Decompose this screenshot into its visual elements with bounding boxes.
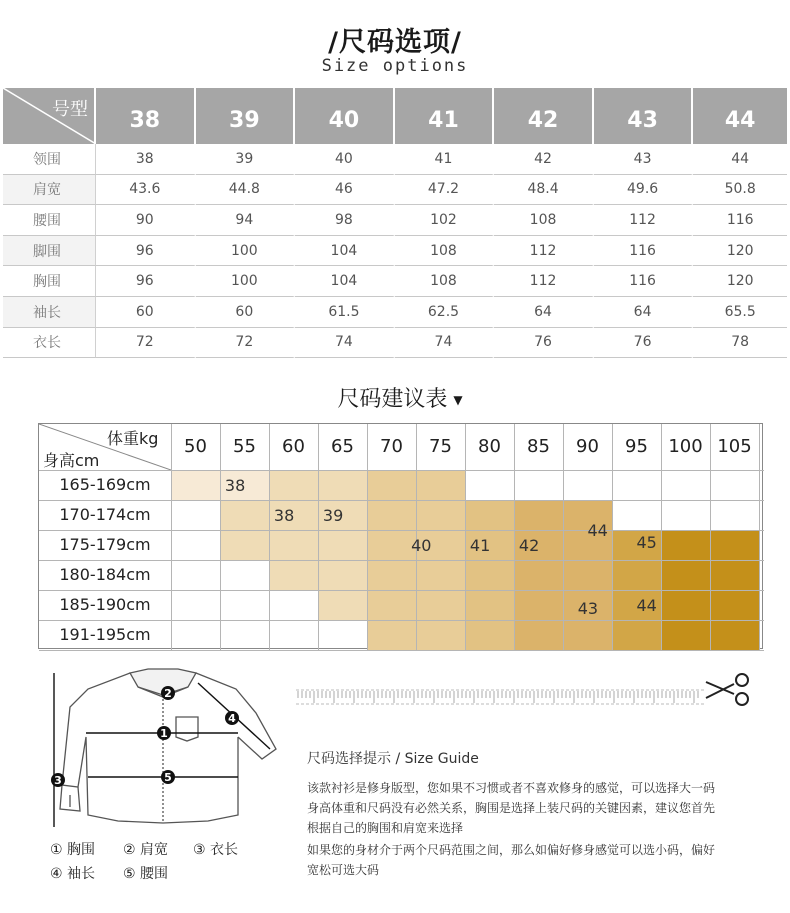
table-row: [3, 175, 787, 206]
weight-header: 95: [625, 436, 648, 457]
table-cell: 44: [693, 144, 787, 175]
table-cell: 116: [594, 266, 694, 297]
table-cell: 48.4: [494, 175, 594, 206]
table-cell: 78: [693, 328, 787, 359]
table-cell: 100: [196, 266, 296, 297]
grid-line: [39, 470, 764, 471]
table-cell: 60: [196, 297, 296, 328]
row-label: 袖长: [3, 297, 96, 328]
weight-header: 100: [668, 436, 703, 457]
grid-line: [563, 424, 564, 650]
table-cell: 43.6: [96, 175, 196, 206]
size-header: 42: [494, 88, 594, 144]
recommendation-title-text: 尺码建议表: [337, 387, 448, 412]
grid-line: [367, 424, 368, 650]
page-subtitle: Size options: [321, 56, 469, 76]
size-header: 40: [295, 88, 395, 144]
height-row-label: 165-169cm: [59, 475, 151, 494]
size-header: 43: [594, 88, 694, 144]
size-guide-paragraph-1: [307, 778, 767, 838]
size-options-table: [3, 88, 787, 358]
grid-line: [39, 620, 764, 621]
marker-1: 1: [160, 727, 168, 740]
weight-header: 85: [527, 436, 550, 457]
size-region: [465, 470, 514, 500]
grid-line: [220, 424, 221, 650]
table-cell: 98: [295, 205, 395, 236]
row-label: 衣长: [3, 328, 96, 359]
table-cell: 112: [594, 205, 694, 236]
table-row: [3, 236, 787, 267]
height-row-label: 185-190cm: [59, 595, 151, 614]
weight-header: 80: [478, 436, 501, 457]
recommendation-title: [0, 382, 790, 413]
size-guide-paragraph-2: [307, 840, 767, 880]
weight-header: 55: [233, 436, 256, 457]
weight-header: 90: [576, 436, 599, 457]
table-cell: 102: [395, 205, 495, 236]
size-region-label: 44: [636, 596, 657, 615]
legend-item-length: ③ 衣长: [193, 842, 239, 858]
guide-line: 该款衬衫是修身版型，您如果不习惯或者不喜欢修身的感觉，可以选择大一码: [307, 781, 716, 795]
grid-line: [39, 530, 764, 531]
marker-3: 3: [54, 774, 62, 787]
size-region-label: 38: [224, 476, 246, 495]
size-guide-title: 尺码选择提示 / Size Guide: [307, 751, 479, 767]
table-cell: 96: [96, 266, 196, 297]
table-cell: 112: [494, 236, 594, 267]
guide-line: 身高体重和尺码没有必然关系，胸围是选择上装尺码的关键因素，建议您首先: [307, 801, 716, 815]
size-header: 41: [395, 88, 495, 144]
table-cell: 74: [295, 328, 395, 359]
grid-line: [39, 560, 764, 561]
grid-line: [39, 650, 764, 651]
size-header-row: [3, 88, 787, 144]
corner-label: 号型: [52, 99, 88, 120]
table-cell: 72: [96, 328, 196, 359]
table-row: [3, 266, 787, 297]
size-header: 39: [196, 88, 296, 144]
row-label: 肩宽: [3, 175, 96, 206]
table-cell: 116: [693, 205, 787, 236]
table-corner: [3, 88, 96, 144]
weight-header: 50: [184, 436, 207, 457]
height-row-label: 191-195cm: [59, 625, 151, 644]
table-cell: 43: [594, 144, 694, 175]
guide-line: 如果您的身材介于两个尺码范围之间，那么如偏好修身感觉可以选小码，偏好: [307, 843, 716, 857]
size-region-label: 39: [322, 506, 344, 525]
legend-item-chest: ① 胸围: [50, 842, 96, 858]
weight-header: 70: [380, 436, 403, 457]
guide-line: 根据自己的胸围和肩宽来选择: [307, 821, 464, 835]
table-cell: 104: [295, 236, 395, 267]
size-header: 44: [693, 88, 787, 144]
size-region-label: 41: [469, 536, 491, 555]
size-recommendation-grid: [38, 423, 763, 649]
table-cell: 40: [295, 144, 395, 175]
table-cell: 74: [395, 328, 495, 359]
row-label: 胸围: [3, 266, 96, 297]
table-cell: 60: [96, 297, 196, 328]
height-row-label: 180-184cm: [59, 565, 151, 584]
grid-line: [759, 424, 760, 650]
height-label: 身高cm: [43, 451, 100, 470]
table-cell: 61.5: [295, 297, 395, 328]
row-label: 领围: [3, 144, 96, 175]
height-row-label: 175-179cm: [59, 535, 151, 554]
table-cell: 76: [494, 328, 594, 359]
table-cell: 47.2: [395, 175, 495, 206]
table-row: [3, 205, 787, 236]
table-cell: 46: [295, 175, 395, 206]
table-cell: 120: [693, 266, 787, 297]
table-cell: 90: [96, 205, 196, 236]
table-cell: 108: [494, 205, 594, 236]
height-row-label: 170-174cm: [59, 505, 151, 524]
grid-line: [318, 424, 319, 650]
table-cell: 120: [693, 236, 787, 267]
table-cell: 100: [196, 236, 296, 267]
size-region-label: 38: [273, 506, 295, 525]
table-cell: 44.8: [196, 175, 296, 206]
table-cell: 65.5: [693, 297, 787, 328]
grid-line: [171, 424, 172, 650]
scissors-icon: [704, 672, 752, 708]
table-cell: 49.6: [594, 175, 694, 206]
size-header: 38: [96, 88, 196, 144]
guide-line: 宽松可选大码: [307, 863, 380, 877]
table-cell: 108: [395, 266, 495, 297]
size-region-label: 44: [587, 521, 608, 540]
weight-header: 75: [429, 436, 452, 457]
table-cell: 50.8: [693, 175, 787, 206]
table-cell: 104: [295, 266, 395, 297]
legend-item-shoulder: ② 肩宽: [123, 842, 169, 858]
grid-line: [39, 500, 764, 501]
marker-2: 2: [164, 687, 172, 700]
tape-ruler-icon: [296, 680, 704, 710]
triangle-down-icon: ▼: [453, 393, 463, 407]
table-cell: 96: [96, 236, 196, 267]
legend-item-waist: ⑤ 腰围: [123, 866, 169, 882]
weight-header: 65: [331, 436, 354, 457]
size-region: [465, 500, 514, 650]
page-title: /尺码选项/: [328, 27, 462, 58]
table-cell: 108: [395, 236, 495, 267]
weight-header: 105: [717, 436, 752, 457]
grid-line: [710, 424, 711, 650]
grid-line: [39, 590, 764, 591]
grid-line: [269, 424, 270, 650]
table-cell: 64: [494, 297, 594, 328]
table-row: [3, 328, 787, 359]
table-cell: 112: [494, 266, 594, 297]
table-row: [3, 144, 787, 175]
weight-label: 体重kg: [107, 429, 159, 448]
table-cell: 38: [96, 144, 196, 175]
weight-header: 60: [282, 436, 305, 457]
size-region-label: 40: [411, 536, 432, 555]
size-region-label: 42: [518, 536, 540, 555]
table-cell: 64: [594, 297, 694, 328]
size-region-label: 45: [636, 533, 657, 552]
legend-item-sleeve: ④ 袖长: [50, 866, 96, 882]
table-cell: 116: [594, 236, 694, 267]
shirt-diagram: [48, 667, 278, 832]
table-cell: 39: [196, 144, 296, 175]
table-cell: 42: [494, 144, 594, 175]
table-row: [3, 297, 787, 328]
marker-5: 5: [164, 771, 172, 784]
row-label: 脚围: [3, 236, 96, 267]
size-region-label: 43: [577, 599, 599, 618]
table-cell: 62.5: [395, 297, 495, 328]
size-region: [318, 590, 367, 620]
table-cell: 94: [196, 205, 296, 236]
marker-4: 4: [228, 712, 236, 725]
table-cell: 72: [196, 328, 296, 359]
table-cell: 76: [594, 328, 694, 359]
row-label: 腰围: [3, 205, 96, 236]
table-cell: 41: [395, 144, 495, 175]
